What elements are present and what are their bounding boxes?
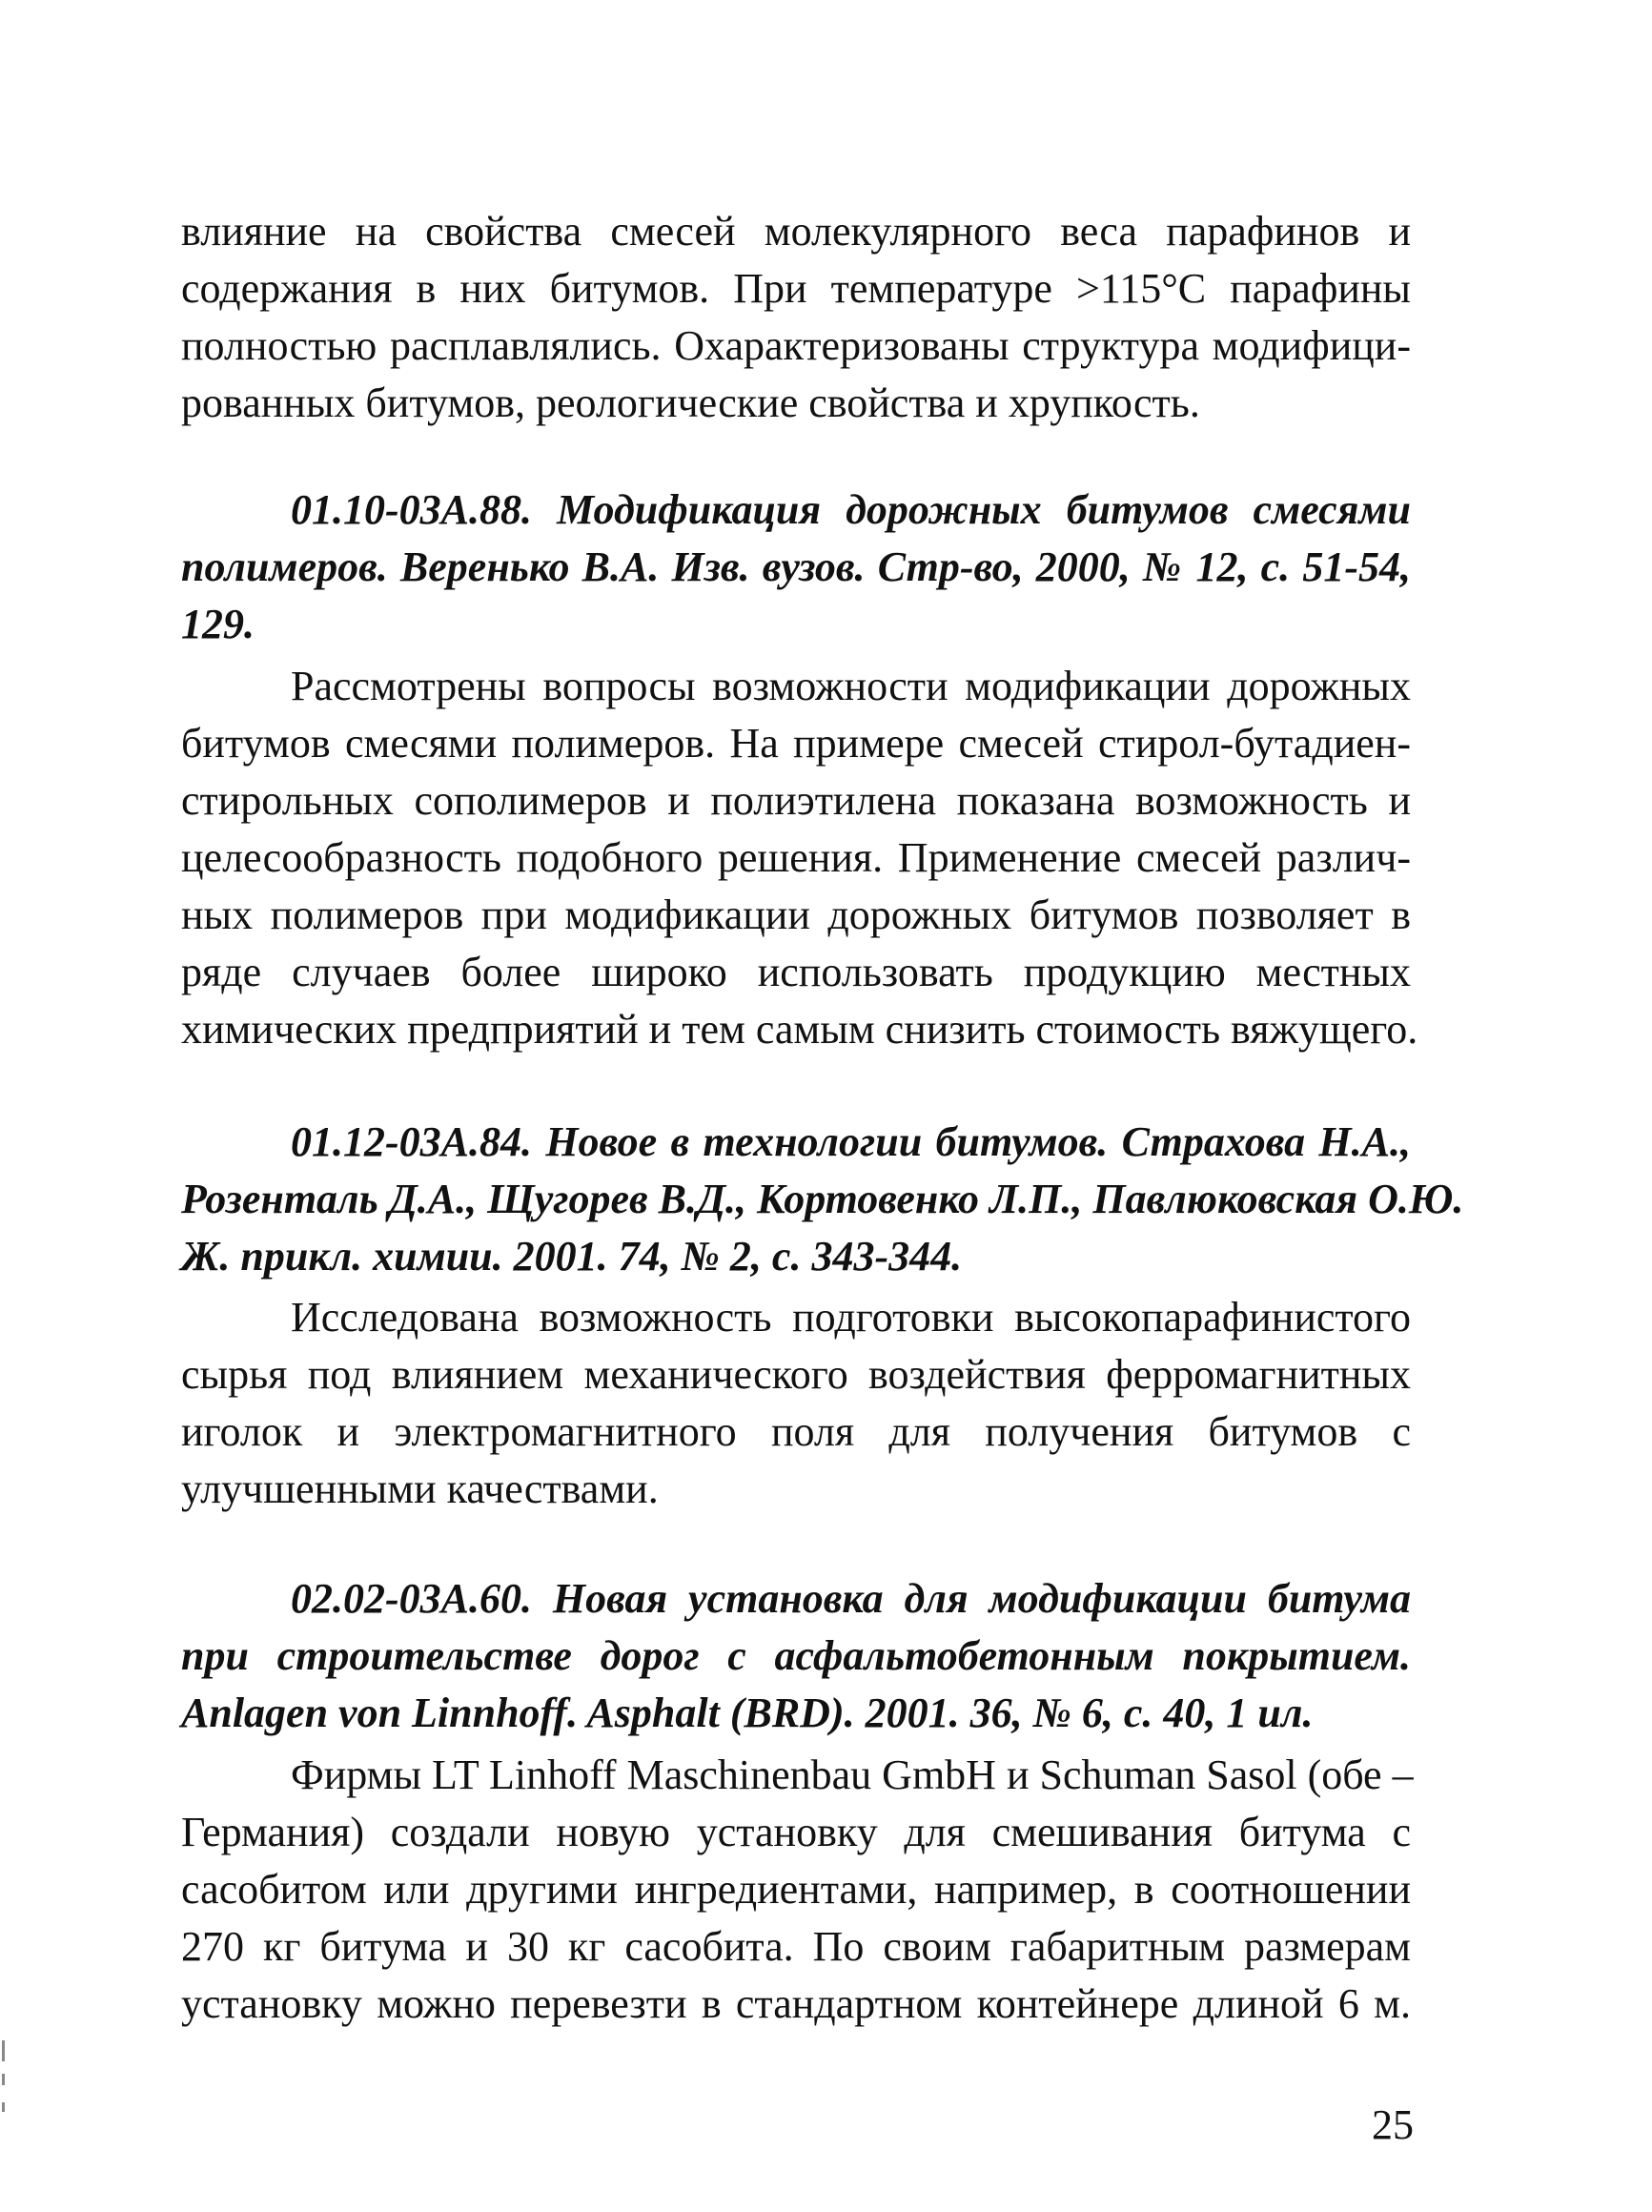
heading-line: 01.12-03А.84. Новое в технологии битумов. Страхова Н.А., bbox=[291, 1118, 1411, 1165]
text-line: ряде случаев более широко использовать продукцию местных bbox=[181, 949, 1411, 995]
abstract-body-01-10-03a-88 bbox=[181, 658, 1418, 1058]
text-line: полностью расплавлялись. Охарактеризованы структура модифици- bbox=[181, 322, 1411, 369]
abstract-heading-01-12-03a-84 bbox=[181, 1114, 1464, 1285]
heading-line: Ж. прикл. химии. 2001. 74, № 2, с. 343-344. bbox=[181, 1233, 963, 1280]
scan-artifact-mark bbox=[2, 2102, 5, 2112]
heading-line: 129. bbox=[181, 601, 255, 647]
text-line: стирольных сополимеров и полиэтилена показана возможность и bbox=[181, 777, 1411, 824]
heading-line: при строительстве дорог с асфальтобетонным покрытием. bbox=[181, 1632, 1411, 1679]
text-line: сырья под влиянием механического воздействия ферромагнитных bbox=[181, 1351, 1411, 1398]
heading-line: 01.10-03А.88. Модификация дорожных битумов смесями bbox=[291, 486, 1411, 533]
text-line: Рассмотрены вопросы возможности модификации дорожных bbox=[291, 663, 1411, 709]
abstract-body-01-12-03a-84 bbox=[181, 1289, 1411, 1518]
heading-line: Anlagen von Linnhoff. Asphalt (BRD). 2001. 36, № 6, с. 40, 1 ил. bbox=[181, 1690, 1314, 1736]
text-line: Исследована возможность подготовки высокопарафинистого bbox=[291, 1294, 1411, 1341]
text-line: улучшенными качествами. bbox=[181, 1465, 659, 1512]
text-line: сасобитом или другими ингредиентами, например, в соотношении bbox=[181, 1866, 1411, 1913]
text-line: Германия) создали новую установку для смешивания битума с bbox=[181, 1809, 1411, 1855]
text-line: рованных битумов, реологические свойства и хрупкость. bbox=[181, 379, 1200, 426]
heading-line: полимеров. Веренько В.А. Изв. вузов. Стр-во, 2000, № 12, с. 51-54, bbox=[181, 543, 1411, 590]
text-line: битумов смесями полимеров. На примере смесей стирол-бутадиен- bbox=[181, 720, 1411, 767]
text-line: химических предприятий и тем самым снизить стоимость вяжущего. bbox=[181, 1006, 1418, 1053]
paragraph-continuation bbox=[181, 203, 1411, 432]
abstract-heading-02-02-03a-60 bbox=[181, 1570, 1411, 1742]
abstract-body-02-02-03a-60 bbox=[181, 1747, 1414, 2033]
text-line: целесообразность подобного решения. Применение смесей различ- bbox=[181, 834, 1411, 881]
text-line: влияние на свойства смесей молекулярного веса парафинов и bbox=[181, 208, 1411, 255]
text-line: содержания в них битумов. При температуре >115°С парафины bbox=[181, 265, 1411, 312]
text-line: ных полимеров при модификации дорожных битумов позволяет в bbox=[181, 891, 1411, 938]
text-line: иголок и электромагнитного поля для получения битумов с bbox=[181, 1408, 1411, 1455]
text-line: Фирмы LT Linhoff Maschinenbau GmbH и Schuman Sasol (обе – bbox=[291, 1751, 1414, 1798]
heading-line: 02.02-03А.60. Новая установка для модификации битума bbox=[291, 1575, 1411, 1622]
page-number: 25 bbox=[1372, 2101, 1414, 2148]
text-line: 270 кг битума и 30 кг сасобита. По своим габаритным размерам bbox=[181, 1923, 1411, 1970]
heading-line: Розенталь Д.А., Щугорев В.Д., Кортовенко Л.П., Павлюковская О.Ю. bbox=[181, 1176, 1464, 1222]
scan-artifact-mark bbox=[2, 2074, 5, 2085]
abstract-heading-01-10-03a-88 bbox=[181, 481, 1411, 653]
text-line: установку можно перевезти в стандартном контейнере длиной 6 м. bbox=[181, 1980, 1411, 2027]
scan-artifact-mark bbox=[2, 2040, 5, 2061]
